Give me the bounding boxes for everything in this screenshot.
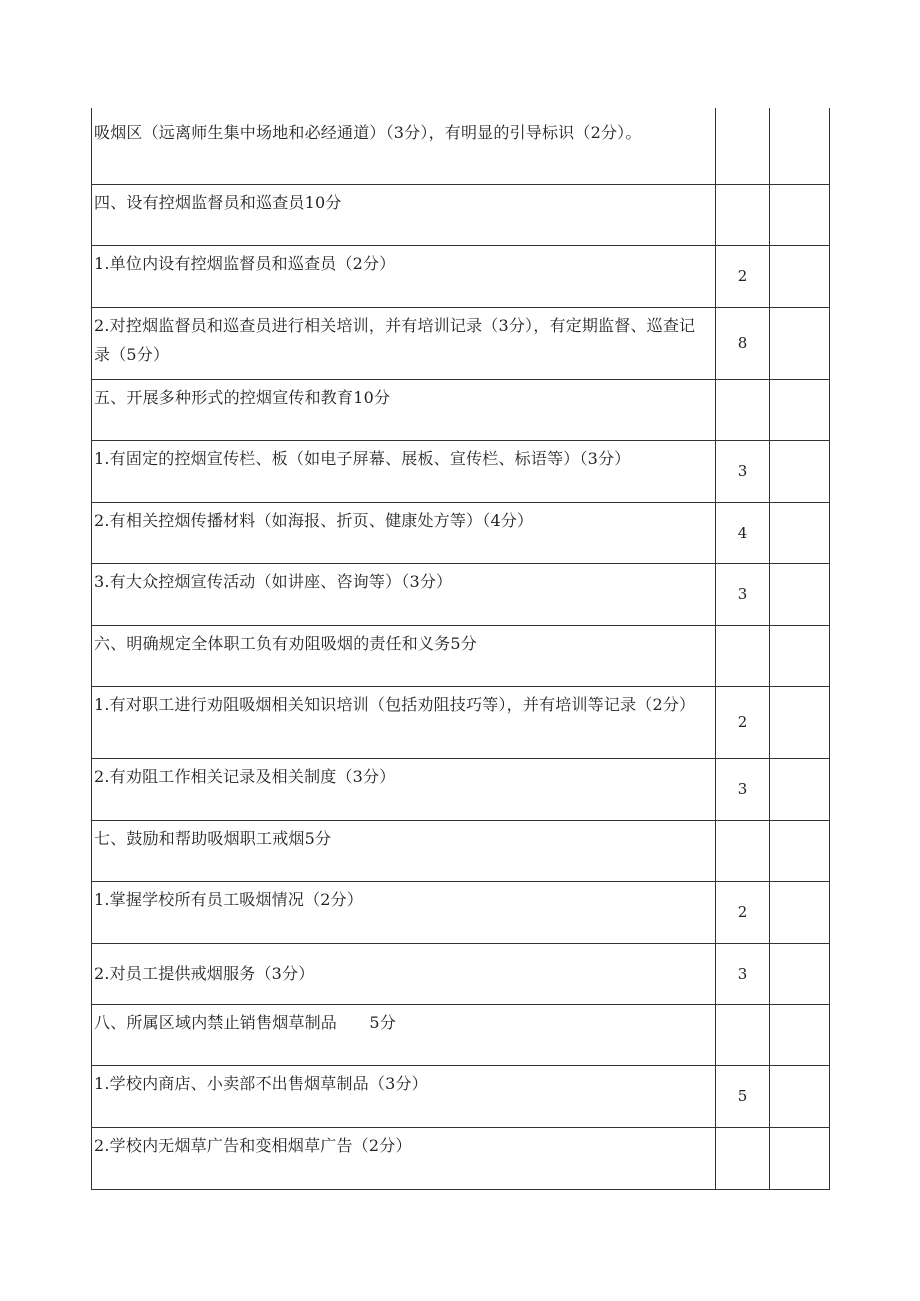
table-row (92, 379, 830, 440)
score-cell (716, 184, 770, 245)
section-heading-cell: 八、所属区域内禁止销售烟草制品 5分 (92, 1004, 716, 1065)
criterion-cell: 1.有对职工进行劝阻吸烟相关知识培训（包括劝阻技巧等），并有培训等记录（2分） (92, 686, 716, 758)
score-cell: 4 (716, 502, 770, 563)
score-cell (716, 1127, 770, 1189)
table-row (92, 1004, 830, 1065)
blank-cell (770, 307, 830, 379)
blank-cell (770, 440, 830, 502)
criterion-cell: 2.对员工提供戒烟服务（3分） (92, 943, 716, 1004)
blank-cell (770, 379, 830, 440)
criterion-cell: 2.有劝阻工作相关记录及相关制度（3分） (92, 758, 716, 820)
score-cell (716, 820, 770, 881)
table-row (92, 625, 830, 686)
section-heading-cell: 六、明确规定全体职工负有劝阻吸烟的责任和义务5分 (92, 625, 716, 686)
blank-cell (770, 686, 830, 758)
table-row (92, 881, 830, 943)
score-cell: 5 (716, 1065, 770, 1127)
score-cell: 2 (716, 686, 770, 758)
scoring-table (91, 108, 830, 1190)
table-row (92, 686, 830, 758)
section-heading-cell: 五、开展多种形式的控烟宣传和教育10分 (92, 379, 716, 440)
blank-cell (770, 502, 830, 563)
blank-cell (770, 625, 830, 686)
criterion-cell: 3.有大众控烟宣传活动（如讲座、咨询等）（3分） (92, 563, 716, 625)
criterion-cell: 2.学校内无烟草广告和变相烟草广告（2分） (92, 1127, 716, 1189)
table-row (92, 440, 830, 502)
criterion-cell: 2.对控烟监督员和巡查员进行相关培训，并有培训记录（3分），有定期监督、巡查记录（5分） (92, 307, 716, 379)
score-cell: 2 (716, 881, 770, 943)
blank-cell (770, 1004, 830, 1065)
score-cell: 3 (716, 758, 770, 820)
table-row (92, 108, 830, 184)
score-cell: 3 (716, 563, 770, 625)
blank-cell (770, 245, 830, 307)
table-row (92, 1127, 830, 1189)
score-cell (716, 108, 770, 184)
blank-cell (770, 943, 830, 1004)
criterion-cell: 吸烟区（远离师生集中场地和必经通道）（3分），有明显的引导标识（2分）。 (92, 108, 716, 184)
table-row (92, 943, 830, 1004)
blank-cell (770, 1065, 830, 1127)
section-heading-cell: 七、鼓励和帮助吸烟职工戒烟5分 (92, 820, 716, 881)
score-cell: 3 (716, 440, 770, 502)
blank-cell (770, 1127, 830, 1189)
table-row (92, 245, 830, 307)
table-row (92, 1065, 830, 1127)
criterion-cell: 1.有固定的控烟宣传栏、板（如电子屏幕、展板、宣传栏、标语等）（3分） (92, 440, 716, 502)
table-row (92, 502, 830, 563)
table-row (92, 563, 830, 625)
table-row (92, 184, 830, 245)
table-row (92, 820, 830, 881)
scoring-table-container (91, 108, 830, 1190)
table-row (92, 307, 830, 379)
score-cell: 2 (716, 245, 770, 307)
blank-cell (770, 758, 830, 820)
criterion-cell: 2.有相关控烟传播材料（如海报、折页、健康处方等）（4分） (92, 502, 716, 563)
section-heading-cell: 四、设有控烟监督员和巡查员10分 (92, 184, 716, 245)
blank-cell (770, 881, 830, 943)
score-cell (716, 1004, 770, 1065)
table-row (92, 758, 830, 820)
criterion-cell: 1.单位内设有控烟监督员和巡查员（2分） (92, 245, 716, 307)
criterion-cell: 1.掌握学校所有员工吸烟情况（2分） (92, 881, 716, 943)
blank-cell (770, 108, 830, 184)
blank-cell (770, 820, 830, 881)
blank-cell (770, 184, 830, 245)
score-cell (716, 379, 770, 440)
blank-cell (770, 563, 830, 625)
score-cell: 3 (716, 943, 770, 1004)
score-cell (716, 625, 770, 686)
score-cell: 8 (716, 307, 770, 379)
criterion-cell: 1.学校内商店、小卖部不出售烟草制品（3分） (92, 1065, 716, 1127)
